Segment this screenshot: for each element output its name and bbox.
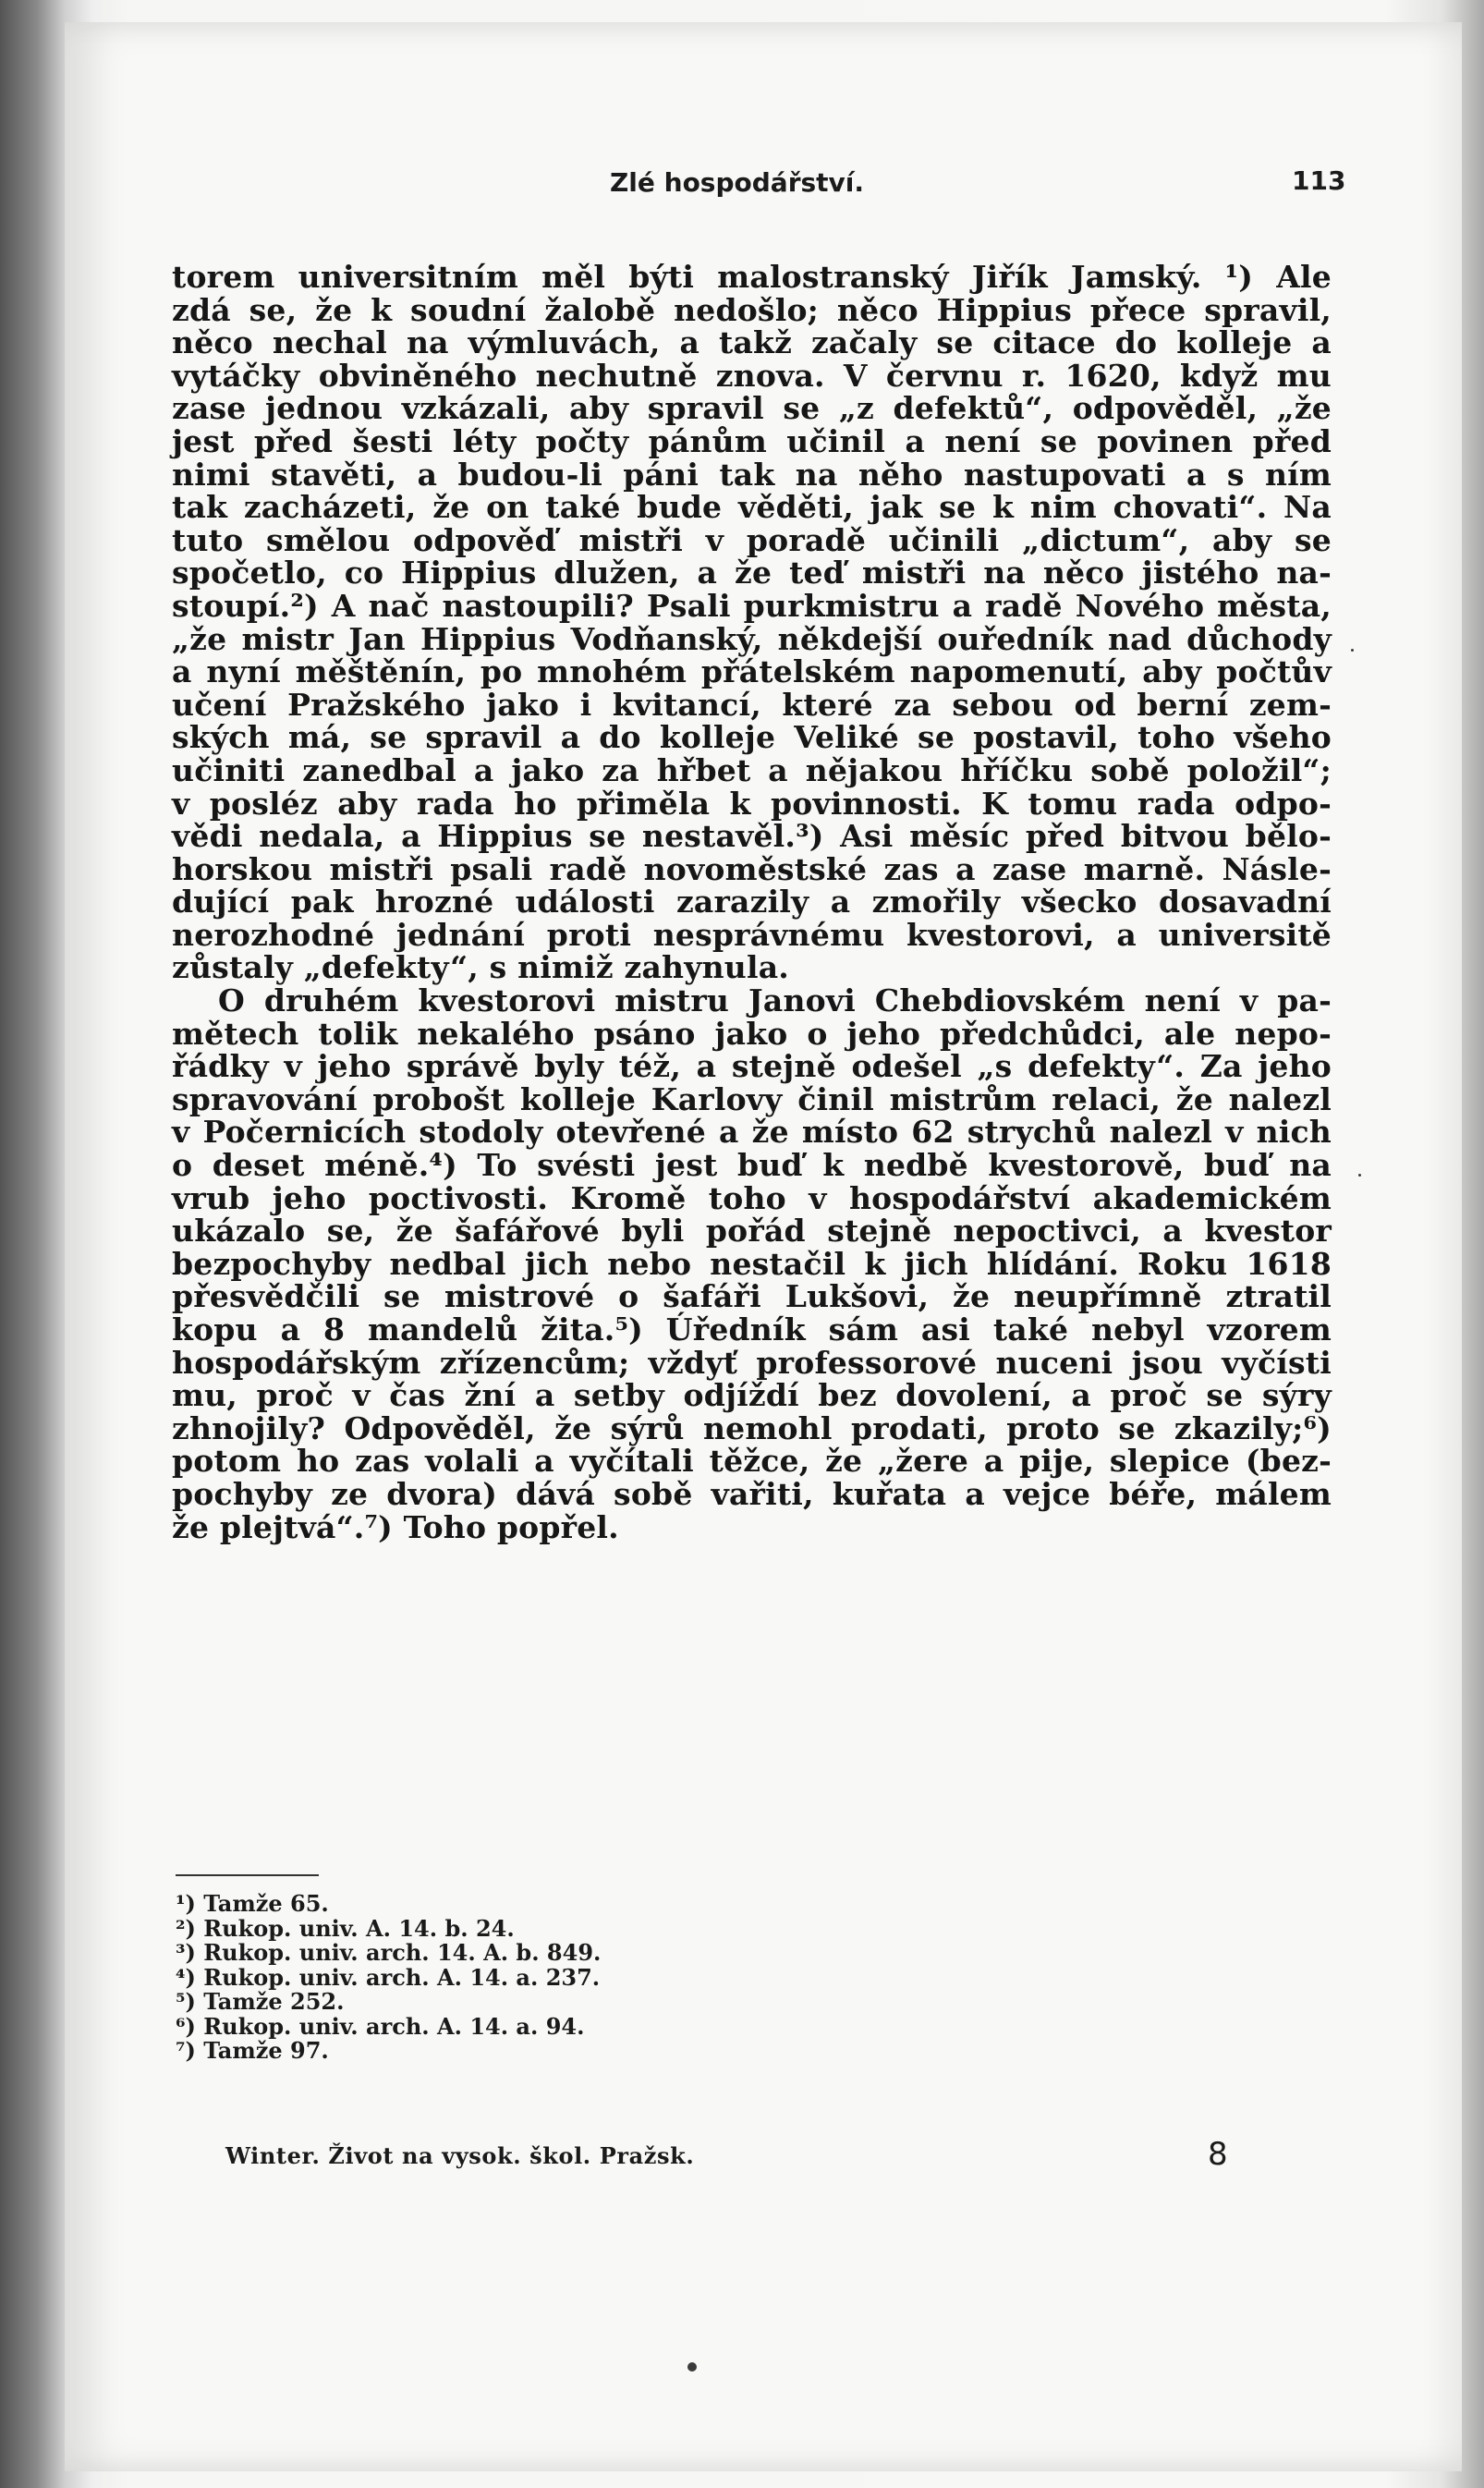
footnote-mark: ³): [176, 1939, 196, 1966]
text-line: řádky v jeho správě byly též, a stejně odešel „s defekty“. Za jeho: [172, 1048, 1332, 1085]
footnote: [176, 1963, 1007, 1991]
footnote-text: Rukop. univ. arch. 14. A. b. 849.: [203, 1939, 602, 1966]
main-text: [172, 261, 1332, 1543]
footnote: [176, 1941, 1007, 1966]
footnote-text: Rukop. univ. arch. A. 14. a. 237.: [203, 1963, 601, 1991]
text-line: mětech tolik nekalého psáno jako o jeho předchůdci, ale nepo-: [172, 1015, 1332, 1052]
footnote-separator: [176, 1874, 319, 1876]
paragraph-end-line: že plejtvá“.⁷) Toho popřel.: [172, 1508, 619, 1545]
text-line: učiniti zanedbal a jako za hřbet a nějakou hříčku sobě položil“;: [172, 751, 1332, 788]
text-line: nerozhodné jednání proti nesprávnému kvestorovi, a universitě: [172, 916, 1332, 953]
text-line: tuto smělou odpověď mistři v poradě učinili „dictum“, aby se: [172, 521, 1332, 558]
text-line: spravování probošt kolleje Karlovy činil mistrům relaci, že nalezl: [172, 1080, 1332, 1117]
dust-speck: [1351, 649, 1354, 652]
text-line: v posléz aby rada ho přiměla k povinnosti. K tomu rada odpo-: [172, 785, 1332, 822]
footnote: [176, 2012, 1007, 2040]
text-line: přesvědčili se mistrové o šafáři Lukšovi, že neupřímně ztratil: [172, 1278, 1332, 1315]
footnote-mark: ⁷): [176, 2037, 196, 2064]
text-line: vytáčky obviněného nechutně znova. V červnu r. 1620, když mu: [172, 357, 1332, 394]
running-title: Zlé hospodářství.: [610, 167, 865, 198]
text-line: spočetlo, co Hippius dlužen, a že teď mistři na něco jistého na-: [172, 555, 1332, 592]
text-line: a nyní měštěnín, po mnohém přátelském napomenutí, aby počtův: [172, 653, 1332, 690]
text-line: pochyby ze dvora) dává sobě vařiti, kuřata a vejce béře, málem: [172, 1475, 1332, 1512]
footnote-mark: ²): [176, 1914, 196, 1942]
footnotes: [176, 1892, 1007, 2064]
text-line: učení Pražského jako i kvitancí, které za sebou od berní zem-: [172, 686, 1332, 723]
text-line: kopu a 8 mandelů žita.⁵) Úředník sám asi také nebyl vzorem: [172, 1311, 1332, 1348]
sheet-number: 8: [1208, 2136, 1228, 2173]
dust-speck: [687, 2362, 697, 2372]
footnote: [176, 1892, 1007, 1917]
paragraph-end-line: zůstaly „defekty“, s nimiž zahynula.: [172, 949, 789, 986]
text-line: „že mistr Jan Hippius Vodňanský, někdejší ouředník nad důchody: [172, 620, 1332, 657]
text-line: horskou mistři psali radě novoměstské zas a zase marně. Násle-: [172, 850, 1332, 887]
page-number: 113: [1292, 165, 1346, 196]
text-line: ukázalo se, že šafářové byli pořád stejně nepoctivci, a kvestor: [172, 1213, 1332, 1250]
text-line: zase jednou vzkázali, aby spravil se „z defektů“, odpověděl, „že: [172, 390, 1332, 427]
footnote-text: Rukop. univ. arch. A. 14. a. 94.: [203, 2012, 585, 2040]
text-line: dující pak hrozné události zarazily a zmořily všecko dosavadní: [172, 884, 1332, 921]
footnote: [176, 1914, 1007, 1942]
text-line: torem universitním měl býti malostranský Jiřík Jamský. ¹) Ale: [172, 259, 1332, 295]
text-line: ských má, se spravil a do kolleje Veliké se postavil, toho všeho: [172, 719, 1332, 756]
footnote-text: Rukop. univ. A. 14. b. 24.: [203, 1914, 515, 1942]
text-line: vrub jeho poctivosti. Kromě toho v hospodářství akademickém: [172, 1179, 1332, 1216]
footnote: [176, 2039, 1007, 2064]
text-line: bezpochyby nedbal jich nebo nestačil k jich hlídání. Roku 1618: [172, 1245, 1332, 1282]
text-line: v Počernicích stodoly otevřené a že místo 62 strychů nalezl v nich: [172, 1114, 1332, 1151]
text-line: nimi stavěti, a budou-li páni tak na něho nastupovati a s ním: [172, 456, 1332, 493]
text-line: zhnojily? Odpověděl, že sýrů nemohl prodati, proto se zkazily;⁶): [172, 1409, 1332, 1446]
dust-speck: [1358, 1174, 1361, 1177]
text-line: něco nechal na výmluvách, a takž začaly se citace do kolleje a: [172, 324, 1332, 361]
footnote-mark: ⁵): [176, 1988, 196, 2015]
text-line: zdá se, že k soudní žalobě nedošlo; něco Hippius přece spravil,: [172, 291, 1332, 328]
text-line: stoupí.²) A nač nastoupili? Psali purkmistru a radě Nového města,: [172, 587, 1332, 624]
footnote-text: Tamže 252.: [203, 1988, 345, 2015]
footnote-mark: ⁴): [176, 1963, 196, 1991]
text-line: mu, proč v čas žní a setby odjíždí bez dovolení, a proč se sýry: [172, 1377, 1332, 1414]
paragraph-start-line: O druhém kvestorovi mistru Janovi Chebdiovském není v pa-: [218, 982, 1332, 1019]
footnote-mark: ¹): [176, 1890, 196, 1917]
text-line: jest před šesti léty počty pánům učinil a není se povinen před: [172, 422, 1332, 459]
text-line: potom ho zas volali a vyčítali těžce, že „žere a pije, slepice (bez-: [172, 1443, 1332, 1480]
text-line: o deset méně.⁴) To svésti jest buď k nedbě kvestorově, buď na: [172, 1147, 1332, 1184]
footnote-text: Tamže 97.: [203, 2037, 329, 2064]
footnote: [176, 1990, 1007, 2015]
text-line: tak zacházeti, že on také bude věděti, jak se k nim chovati“. Na: [172, 489, 1332, 526]
printer-signature: Winter. Život na vysok. škol. Pražsk.: [225, 2142, 695, 2169]
text-line: hospodářským zřízencům; vždyť professorové nuceni jsou vyčísti: [172, 1344, 1332, 1381]
text-line: vědi nedala, a Hippius se nestavěl.³) Asi měsíc před bitvou bělo-: [172, 818, 1332, 855]
footnote-text: Tamže 65.: [203, 1890, 329, 1917]
footnote-mark: ⁶): [176, 2012, 196, 2040]
